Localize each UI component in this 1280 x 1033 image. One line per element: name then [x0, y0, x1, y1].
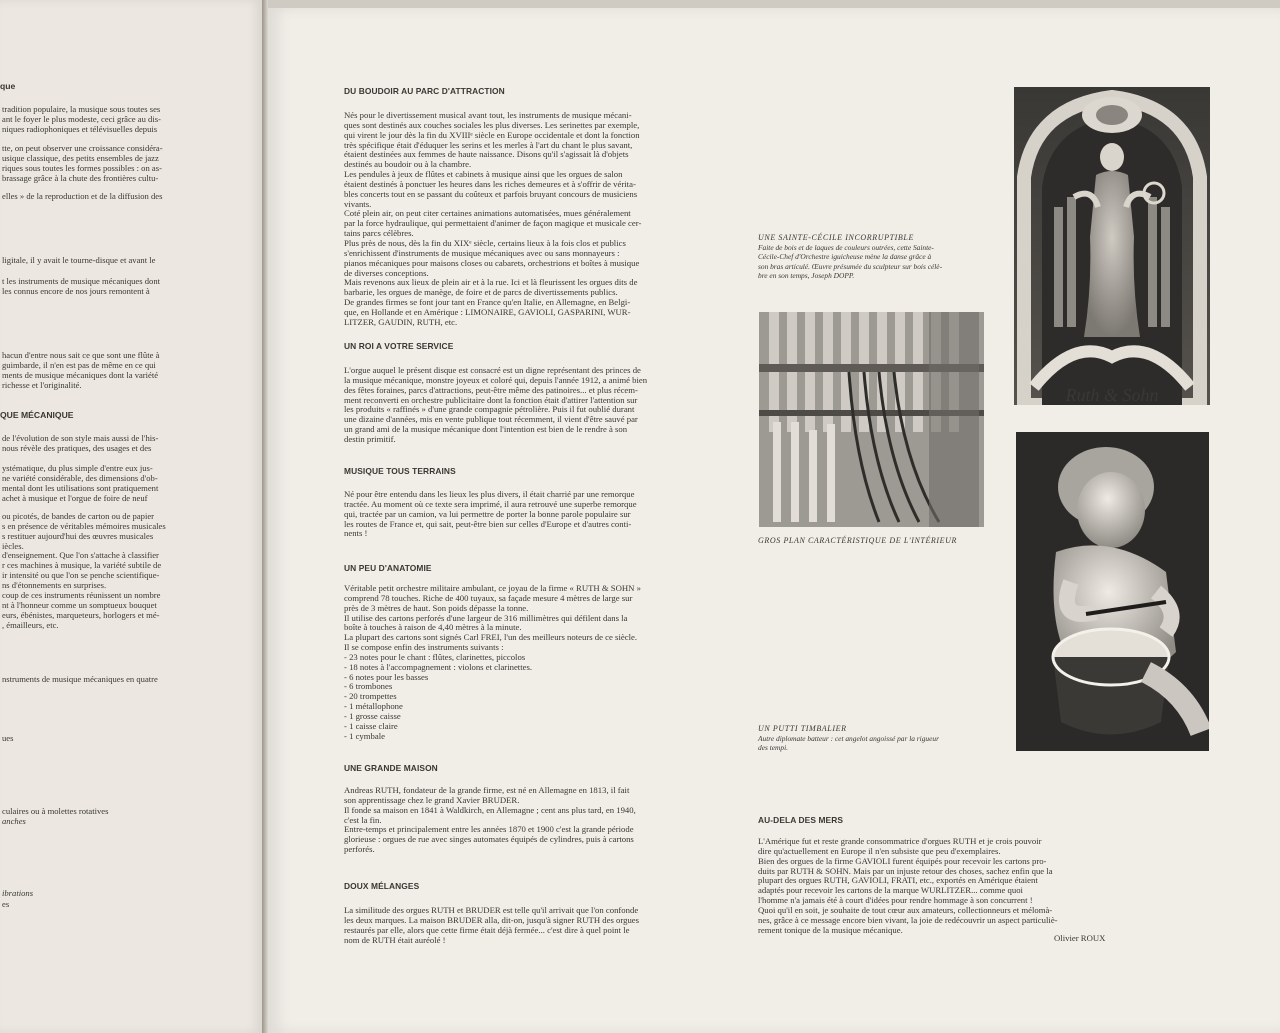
text-line: s'enrichissent d'instruments de musique mécaniques avec ou sans monnayeurs :	[344, 247, 620, 258]
left-page-line: t les instruments de musique mécaniques dont	[2, 276, 161, 286]
putti-image	[1016, 432, 1209, 751]
text-line: boîte à touches à raison de 4,40 mètres à la minute.	[344, 622, 522, 633]
text-line: une dizaine d'années, mis en vente publique tout récemment, il vient d'être sauvé par	[344, 414, 638, 425]
left-page-line: mental dont les utilisations sont pratiquement	[2, 483, 159, 493]
body-maison	[344, 786, 669, 855]
left-page-line: guimbarde, il n'en est pas de même en ce qui	[2, 360, 156, 370]
text-line: des fêtes foraines, parcs d'attractions, peut-être même des patinoires... et plus récem-	[344, 384, 638, 395]
caption-title-putti: UN PUTTI TIMBALIER	[758, 724, 847, 733]
left-page-line: de l'évolution de son style mais aussi de l'his-	[2, 433, 159, 443]
left-page-line: , émailleurs, etc.	[2, 620, 59, 630]
body-melanges	[344, 906, 669, 945]
text-line: tains parcs célèbres.	[344, 228, 414, 239]
left-page-line: ne variété considérable, des dimensions d'ob-	[2, 473, 158, 483]
caption-title-cecile: UNE SAINTE-CÉCILE INCORRUPTIBLE	[758, 233, 914, 242]
text-line: adaptés pour recevoir les cartons de la marque WURLITZER... comme quoi	[758, 885, 1023, 896]
left-page	[0, 0, 263, 1033]
text-line: Andreas RUTH, fondateur de la grande firme, est né en Allemagne en 1813, il fait	[344, 785, 630, 795]
text-line: - 6 notes pour les basses	[344, 671, 429, 682]
left-page-line: ligitale, il y avait le tourne-disque et avant le	[2, 255, 156, 265]
text-line: par la force hydraulique, qui permettaient d'animer de façon magique et musicale cer-	[344, 218, 642, 229]
signature: Olivier ROUX	[1054, 933, 1106, 943]
text-line: De grandes firmes se font jour tant en France qu'en Italie, en Allemagne, en Belgi-	[344, 297, 631, 308]
text-line: rement tonique de la musique mécanique.	[758, 924, 903, 935]
text-line: La plupart des cartons sont signés Carl FREI, l'un des meilleurs noteurs de ce siècle.	[344, 632, 638, 643]
left-page-line: ns d'étonnements en surprises.	[2, 580, 107, 590]
left-page-line: nt à l'honneur comme un somptueux bouquet	[2, 600, 157, 610]
text-line: Mais revenons aux lieux de plein air et à la rue. Ici et là fleurissent les orgues dits de	[344, 277, 638, 288]
text-line: nents !	[344, 528, 368, 539]
left-page-line: ibrations	[2, 888, 34, 898]
heading-anatomie: UN PEU D'ANATOMIE	[344, 563, 432, 573]
text-line: Quoi qu'il en soit, je souhaite de tout cœur aux amateurs, collectionneurs et mélomà-	[758, 904, 1053, 915]
heading-mers: AU-DELA DES MERS	[758, 815, 844, 825]
text-line: nes, grâce à ce message encore bien vivant, la joie de redécouvrir un aspect particuliè-	[758, 914, 1058, 925]
text-line: - 1 caisse claire	[344, 720, 398, 731]
text-line: étaient destinées aux femmes de haute naissance. Disons qu'il s'agissait là d'objets	[344, 149, 629, 160]
photo-putti	[1016, 432, 1209, 751]
left-page-line: ir intensité ou que l'on se penche scientifique-	[2, 570, 160, 580]
text-line: Il fonde sa maison en 1841 à Waldkirch, en Allemagne ; cent ans plus tard, en 1940,	[344, 804, 636, 815]
text-line: La similitude des orgues RUTH et BRUDER est telle qu'il arrivait que l'on confonde	[344, 905, 639, 915]
text-line: les produits « raffinés » d'une grande compagnie pétrolière. Puis il fut oublié durant	[344, 404, 635, 415]
left-page-line: tte, on peut observer une croissance considéra-	[2, 143, 163, 153]
left-page-line: usique classique, des petits ensembles de jazz	[2, 153, 159, 163]
text-line: - 1 grosse caisse	[344, 710, 401, 721]
text-line: Plus près de nous, dès la fin du XIXᵉ siècle, certains lieux à la fois clos et publics	[344, 237, 626, 248]
text-line: Bien des orgues de la firme GAVIOLI furent équipés pour recevoir les cartons pro-	[758, 855, 1047, 866]
text-line: Né pour être entendu dans les lieux les plus divers, il était charrié par une remorque	[344, 489, 635, 499]
caption-title-interieur: GROS PLAN CARACTÉRISTIQUE DE L'INTÉRIEUR	[758, 536, 958, 545]
left-page-line: brassage grâce à la chute des frontières cultu-	[2, 173, 159, 183]
left-page-line: s en présence de véritables mémoires musicales	[2, 521, 166, 531]
text-line: L'Amérique fut et reste grande consommatrice d'orgues RUTH et je crois pouvoir	[758, 836, 1042, 846]
caption-line: Cécile-Chef d'Orchestre iguicheuse mène la danse grâce à	[758, 252, 932, 262]
text-line: les deux marques. La maison BRUDER alla, dit-on, jusqu'à signer RUTH des orgues	[344, 914, 640, 925]
caption-line: Faite de bois et de laques de couleurs outrées, cette Sainte-	[758, 243, 934, 252]
body-boudoir	[344, 111, 669, 328]
interieur-image	[759, 312, 984, 527]
left-page-line: nstruments de musique mécaniques en quatre	[2, 674, 158, 684]
text-line: de diverses conceptions.	[344, 267, 429, 278]
text-line: glorieuse : orgues de rue avec singes automates équipés de cylindres, puis à cartons	[344, 834, 634, 845]
heading-melanges: DOUX MÉLANGES	[344, 881, 420, 891]
body-roi	[344, 366, 669, 445]
text-line: - 1 métallophone	[344, 701, 403, 712]
left-page-line: QUE MÉCANIQUE	[0, 410, 74, 420]
caption-line: Autre diplomate batteur : cet angelot angoissé par la rigueur	[758, 734, 939, 743]
text-line: ques sont destinés aux couches sociales les plus diverses. Les serinettes par exemple,	[344, 119, 640, 130]
left-page-line: riques sous toutes les formes possibles : on as-	[2, 163, 162, 173]
text-line: Il utilise des cartons perforés d'une largeur de 316 millimètres qui défilent dans la	[344, 612, 628, 623]
left-page-line: anches	[2, 816, 26, 826]
text-line: nom de RUTH était auréolé !	[344, 934, 446, 945]
text-line: comprend 78 touches. Riche de 400 tuyaux, sa façade mesure 4 mètres de large sur	[344, 592, 633, 603]
left-page-line: ant le foyer le plus modeste, ceci grâce au dis-	[2, 114, 161, 124]
caption-body-putti	[758, 734, 986, 753]
text-line: un grand ami de la musique mécanique dont l'intention est bien de le rendre à son	[344, 424, 628, 435]
text-line: Coté plein air, on peut citer certaines animations automatisées, mues généralement	[344, 208, 631, 219]
left-page-line: coup de ces instruments réunissent un nombre	[2, 590, 161, 600]
left-page-line: ou picotés, de bandes de carton ou de papier	[2, 511, 155, 521]
left-page-line: s restituer aujourd'hui des œuvres musicales	[2, 531, 154, 541]
left-page-line: es	[2, 899, 10, 909]
text-line: perforés.	[344, 844, 375, 855]
left-page-line: achet à musique et l'orgue de foire de neuf	[2, 493, 148, 503]
left-page-line: niques radiophoniques et télévisuelles depuis	[2, 124, 158, 134]
heading-roi: UN ROI A VOTRE SERVICE	[344, 341, 454, 351]
text-line: - 1 cymbale	[344, 730, 386, 741]
caption-line: son bras articulé. Œuvre présumée du sculpteur sur bois célè-	[758, 261, 943, 271]
caption-body-cecile	[758, 243, 986, 280]
body-terrains	[344, 490, 669, 539]
text-line: la musique mécanique, monstre joyeux et coloré qui, depuis l'année 1912, a animé bien	[344, 374, 648, 385]
text-line: près de 3 mètres de haut. Son poids dépasse la tonne.	[344, 602, 529, 613]
text-line: Les pendules à jeux de flûtes et cabinets à musique ainsi que les orgues de salon	[344, 169, 623, 180]
text-line: dire qu'actuellement en Europe il n'en subsiste que peu d'exemplaires.	[758, 845, 1001, 856]
text-line: bles concerts tout en se passant du coûteux et parfois bruyant concours de musiciens	[344, 188, 638, 199]
left-page-line: r ces machines à musique, la variété subtile de	[2, 560, 162, 570]
heading-maison: UNE GRANDE MAISON	[344, 763, 438, 773]
left-page-line: ments de musique mécaniques dont la variété	[2, 370, 159, 380]
left-page-line: iècles.	[2, 541, 24, 551]
left-page-line: d'enseignement. Que l'on s'attache à classifier	[2, 550, 159, 560]
text-line: ment reconverti en orchestre publicitaire dont la fonction était d'attirer l'attention sur	[344, 394, 638, 405]
text-line: plupart des orgues RUTH, GAVIOLI, FRATI, etc., exportés en Amérique étaient	[758, 875, 1038, 886]
text-line: - 6 trombones	[344, 681, 393, 692]
ruth-sohn-inscription: Ruth & Sohn	[1065, 385, 1159, 405]
text-line: - 20 trompettes	[344, 691, 397, 702]
text-line: - 18 notes à l'accompagnement : violons et clarinettes.	[344, 661, 533, 672]
sainte-cecile-image	[1014, 87, 1210, 405]
text-line: qui, tractée par un camion, va lui permettre de porter la bonne parole populaire sur	[344, 508, 631, 519]
left-page-line: eurs, ébénistes, marqueteurs, horlogers et mé-	[2, 610, 160, 620]
caption-line: des tempi.	[758, 743, 788, 753]
text-line: son apprentissage chez le grand Xavier BRUDER.	[344, 794, 520, 805]
left-page-line: ystématique, du plus simple d'entre eux jus-	[2, 463, 153, 473]
left-page-line: culaires ou à molettes rotatives	[2, 806, 109, 816]
left-page-line: que	[0, 81, 16, 91]
left-page-line: hacun d'entre nous sait ce que sont une flûte à	[2, 350, 160, 360]
text-line: duits par RUTH & SOHN. Mais par un injuste retour des choses, sachez enfin que la	[758, 865, 1053, 876]
left-page-line: nous révèle des pratiques, des usages et des	[2, 443, 152, 453]
text-line: LITZER, GAUDIN, RUTH, etc.	[344, 316, 458, 327]
body-anatomie	[344, 584, 669, 742]
left-page-line: richesse et l'originalité.	[2, 380, 82, 390]
photo-sainte-cecile	[1014, 87, 1210, 405]
caption-line: bre en son temps, Joseph DOPP.	[758, 270, 855, 280]
left-page-line: ues	[2, 733, 14, 743]
text-line: destinés au boudoir ou à la chambre.	[344, 159, 472, 170]
text-line: Entre-temps et principalement entre les années 1870 et 1900 c'est la grande période	[344, 824, 634, 835]
text-line: barbarie, les orgues de manège, de foire et de parcs de divertissements publics.	[344, 287, 618, 298]
text-line: - 23 notes pour le chant : flûtes, clarinettes, piccolos	[344, 651, 526, 662]
heading-terrains: MUSIQUE TOUS TERRAINS	[344, 466, 456, 476]
text-line: destin primitif.	[344, 433, 396, 444]
text-line: Il se compose enfin des instruments suivants :	[344, 642, 504, 653]
text-line: l'homme n'a jamais été à court d'idées pour rendre hommage à son concurrent !	[758, 895, 1033, 906]
left-page-line: les connus encore de nos jours remontent à	[2, 286, 150, 296]
right-page	[268, 8, 1280, 1033]
text-line: Nés pour le divertissement musical avant tout, les instruments de musique mécani-	[344, 110, 632, 120]
text-line: vivants.	[344, 198, 372, 209]
heading-boudoir: DU BOUDOIR AU PARC D'ATTRACTION	[344, 86, 505, 96]
text-line: restaurés par elle, alors que cette firme était déjà fermée... c'est dire à quel point le	[344, 924, 630, 935]
text-line: pianos mécaniques pour maisons closes ou cabarets, orchestrions et boîtes à musique	[344, 257, 640, 268]
text-line: très spécifique était d'éduquer les serins et les merles à l'art du chant le plus savant,	[344, 139, 633, 150]
text-line: c'est la fin.	[344, 814, 382, 825]
text-line: qui virent le jour dès la fin du XVIIIᵉ siècle en Europe occidentale et dont la fonction	[344, 129, 640, 140]
text-line: étaient destinés à ponctuer les heures dans les riches demeures et à s'offrir de vérita-	[344, 178, 636, 189]
text-line: tractée. Au moment où ce texte sera imprimé, il aura retrouvé une superbe remorque	[344, 498, 637, 509]
text-line: L'orgue auquel le présent disque est consacré est un digne représentant des princes de	[344, 365, 641, 375]
photo-interieur	[759, 312, 984, 527]
left-page-line: tradition populaire, la musique sous toutes ses	[2, 104, 161, 114]
left-page-line: elles » de la reproduction et de la diffusion des	[2, 191, 163, 201]
text-line: Véritable petit orchestre militaire ambulant, ce joyau de la firme « RUTH & SOHN »	[344, 583, 641, 593]
text-line: que, en Hollande et en Amérique : LIMONAIRE, GAVIOLI, GASPARINI, WUR-	[344, 306, 631, 317]
body-mers	[758, 837, 1116, 935]
text-line: les routes de France et, qui sait, peut-être bien sur celles d'Europe et d'autres conti-	[344, 518, 632, 529]
